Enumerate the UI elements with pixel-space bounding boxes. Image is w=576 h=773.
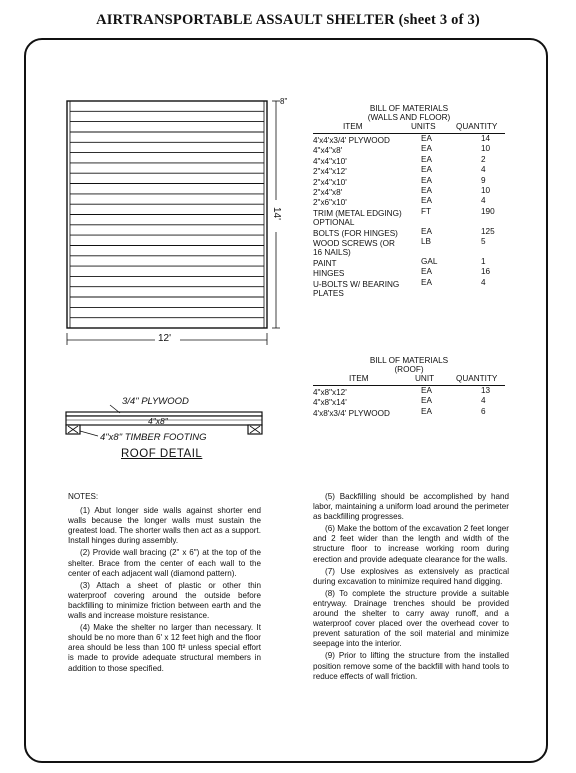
bom-walls-quantity: 4 bbox=[481, 196, 486, 206]
note-3: (3) Attach a sheet of plastic or other thin waterproof covering around the outside before backfilling to minimize friction between earth and the walls and increase moisture resistance. bbox=[68, 580, 261, 621]
bom-walls-unit: EA bbox=[421, 196, 432, 206]
notes-left-column bbox=[68, 492, 261, 676]
bom-walls-unit: EA bbox=[421, 267, 432, 277]
note-4: (4) Make the shelter no larger than necessary. It should be no more than 6' x 12 feet high and the floor area should be less than 100 ft² unless special effort is made to provide adequate structural members in addition to those specified. bbox=[68, 623, 261, 673]
note-1: (1) Abut longer side walls against shorter end walls because the longer walls must sustain the greatest load. The shorter walls then act as a support. Install hinges during assembly. bbox=[68, 506, 261, 546]
bom-roof-item: 4'x8'x3/4' PLYWOOD bbox=[313, 408, 390, 418]
notes-right-column bbox=[313, 492, 509, 684]
bom-walls-quantity: 190 bbox=[481, 206, 495, 216]
bom-walls-unit: FT bbox=[421, 206, 432, 216]
bom-walls-item: WOOD SCREWS (OR 16 NAILS) bbox=[313, 239, 395, 258]
bom-walls-item: TRIM (METAL EDGING) OPTIONAL bbox=[313, 208, 402, 228]
note-6: (6) Make the bottom of the excavation 2 feet longer and 2 feet wider than the length and width of the structure floor to increase working room during erection and provide adequate clearance for the walls. bbox=[313, 524, 509, 564]
notes-heading: NOTES: bbox=[68, 492, 99, 501]
note-2: (2) Provide wall bracing (2" x 6") at the top of the shelter. Brace from the center of each wall to the center of each adjacent wall (diamond pattern). bbox=[68, 548, 261, 578]
bom-roof-unit: EA bbox=[421, 396, 432, 406]
bom-walls-unit: EA bbox=[421, 144, 432, 154]
bom-walls-unit: EA bbox=[421, 165, 432, 175]
page-title: AIRTRANSPORTABLE ASSAULT SHELTER (sheet 3 of 3) bbox=[96, 12, 480, 28]
bom-walls-quantity: 125 bbox=[481, 226, 495, 236]
note-8: (8) To complete the structure provide a suitable entryway. Drainage trenches should be provided around the shelter to carry away runoff, and a waterproof cover placed over the overhead cover to prevent saturation of the soil material and minimize seepage into the interior. bbox=[313, 588, 509, 649]
bom-walls-quantity: 10 bbox=[481, 186, 491, 196]
bom-walls-unit: EA bbox=[421, 154, 432, 164]
height-dimension: 14' bbox=[271, 206, 283, 221]
bom-walls-unit: LB bbox=[421, 237, 432, 247]
bom-roof-quantity: 6 bbox=[481, 406, 486, 416]
bom-walls-item: 2"x4"x12' bbox=[313, 167, 347, 177]
bom-walls-item: 2"x4"x8' bbox=[313, 188, 343, 198]
bom-roof-quantity: 13 bbox=[481, 386, 491, 395]
bom-walls-item: 2"x6"x10' bbox=[313, 198, 347, 208]
bom-walls-unit: EA bbox=[421, 175, 432, 185]
bom-walls-title: BILL OF MATERIALS (WALLS AND FLOOR) bbox=[367, 104, 451, 122]
plywood-label: 3/4" PLYWOOD bbox=[122, 396, 189, 407]
bom-roof-item: 4"x8"x14' bbox=[313, 398, 347, 408]
roof-detail-caption: ROOF DETAIL bbox=[121, 448, 203, 460]
bom-walls-item: 4"x4"x8' bbox=[313, 146, 343, 156]
bom-roof-quantity: 4 bbox=[481, 396, 486, 406]
width-dimension: 12' bbox=[158, 333, 172, 344]
bom-walls-quantity: 10 bbox=[481, 144, 491, 154]
bom-walls-quantity: 2 bbox=[481, 154, 486, 164]
bom-walls-item: 4"x4"x10' bbox=[313, 156, 347, 166]
bom-walls-quantity: 9 bbox=[481, 175, 486, 185]
bom-roof-item: 4"x8"x12' bbox=[313, 388, 347, 397]
beam-label: 4"x8" bbox=[148, 416, 168, 426]
bom-roof-title: BILL OF MATERIALS (ROOF) bbox=[369, 356, 449, 374]
bom-walls-item: 2"x4"x10' bbox=[313, 177, 347, 187]
bom-walls-unit: EA bbox=[421, 277, 432, 287]
bom-walls-item: HINGES bbox=[313, 269, 345, 279]
bom-walls-header: ITEM UNITS QUANTITY bbox=[313, 122, 505, 134]
bom-walls-item: PAINT bbox=[313, 258, 337, 268]
bom-walls-quantity: 14 bbox=[481, 134, 491, 143]
bom-roof-unit: EA bbox=[421, 386, 432, 395]
bom-walls-item: 4'x4'x3/4' PLYWOOD bbox=[313, 136, 390, 145]
bom-walls-quantity: 5 bbox=[481, 237, 486, 247]
bom-walls-item: U-BOLTS W/ BEARING PLATES bbox=[313, 279, 400, 299]
note-7: (7) Use explosives as extensively as practical during excavation to minimize required hand digging. bbox=[313, 566, 509, 586]
edge-dimension: 8" bbox=[280, 97, 288, 106]
bom-walls-unit: GAL bbox=[421, 256, 438, 266]
footing-label: 4"x8" TIMBER FOOTING bbox=[100, 432, 207, 443]
bom-walls-quantity: 4 bbox=[481, 277, 486, 287]
bom-walls-item: BOLTS (FOR HINGES) bbox=[313, 228, 398, 238]
note-9: (9) Prior to lifting the structure from the installed position remove some of the backfill with hand tools to reduce effects of wall friction. bbox=[313, 651, 509, 681]
bom-walls-unit: EA bbox=[421, 186, 432, 196]
bom-roof-header: ITEM UNIT QUANTITY bbox=[313, 374, 505, 386]
bom-walls-quantity: 4 bbox=[481, 165, 486, 175]
bom-walls-quantity: 1 bbox=[481, 256, 486, 266]
note-5: (5) Backfilling should be accomplished by hand labor, maintaining a uniform load around the perimeter as backfilling progresses. bbox=[313, 492, 509, 522]
bom-walls-unit: EA bbox=[421, 134, 432, 143]
bom-walls-unit: EA bbox=[421, 226, 432, 236]
bom-walls-quantity: 16 bbox=[481, 267, 491, 277]
bom-roof-unit: EA bbox=[421, 406, 432, 416]
